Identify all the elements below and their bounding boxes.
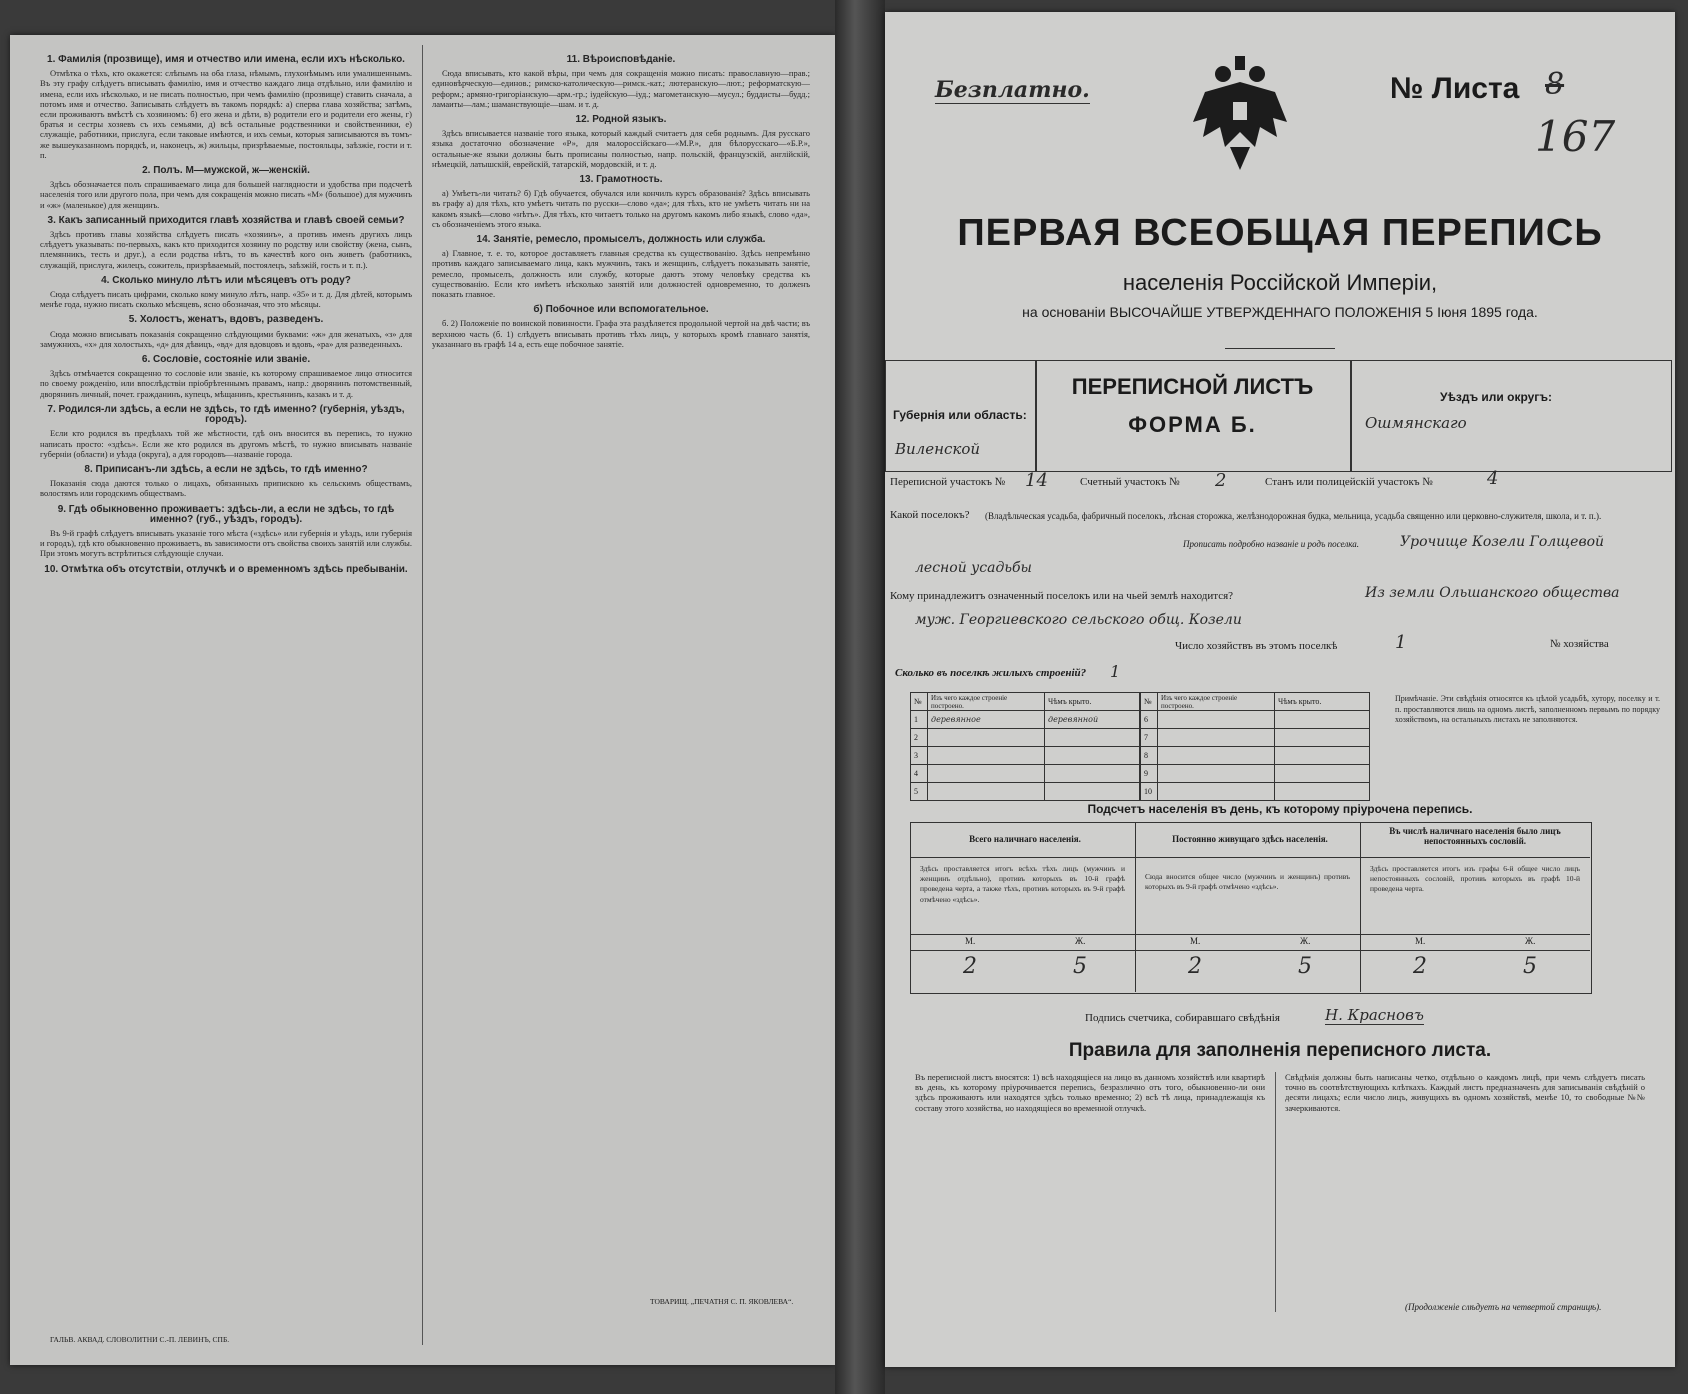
signature-label: Подпись счетчика, собиравшаго свѣдѣнія: [1085, 1012, 1280, 1024]
building-no-cell: 9: [1141, 765, 1158, 783]
instruction-heading: 9. Гдѣ обыкновенно проживаетъ: здѣсь-ли, а если не здѣсь, то гдѣ именно? (губ., уѣздъ, городъ).: [57, 503, 395, 525]
province-value: Виленской: [895, 440, 981, 458]
col-roof-header: Чѣмъ крыто.: [1045, 693, 1140, 711]
settlement-hint: (Владѣльческая усадьба, фабричный поселокъ, лѣсная сторожка, желѣзнодорожная будка, мельница, усадьба священно или церковно-служителя, школа, и т. п.).: [985, 511, 1602, 521]
owner-value-2: муж. Георгиевского сельского общ. Козели: [915, 612, 1242, 628]
signature-value: Н. Красновъ: [1325, 1006, 1424, 1024]
building-row: [1141, 747, 1370, 765]
tally-c2-m-label: М.: [1190, 936, 1201, 946]
building-row: [1141, 711, 1370, 729]
buildings-value: 1: [1110, 662, 1121, 681]
rules-title: Правила для заполненія переписного листа.: [1068, 1040, 1492, 1061]
settlement-value-2: лесной усадьбы: [915, 560, 1032, 576]
building-empty-cell: [1158, 729, 1275, 747]
instructions-column-1: [40, 49, 412, 1319]
building-material-cell: деревянное: [928, 711, 1045, 729]
buildings-table-right: [1140, 692, 1370, 801]
instruction-heading: 7. Родился-ли здѣсь, а если не здѣсь, то гдѣ именно? (губернія, уѣздъ, городъ).: [47, 403, 405, 426]
printer-footer-left: ГАЛЬВ. АКВАД. СЛОВОЛИТНИ С.-П. ЛЕВИНЪ, СПБ.: [50, 1335, 230, 1344]
tally-c2-female: 5: [1298, 954, 1312, 979]
building-empty-cell: [1158, 765, 1275, 783]
tally-c2-f-label: Ж.: [1300, 936, 1311, 946]
census-district-label: Переписной участокъ №: [890, 476, 1006, 488]
census-district-value: 14: [1025, 470, 1048, 491]
building-no-cell: 8: [1141, 747, 1158, 765]
census-subtitle-decree: на основаніи ВЫСОЧАЙШЕ УТВЕРЖДЕННАГО ПОЛОЖЕНІЯ 5 Іюня 1895 года.: [1022, 304, 1538, 320]
building-no-cell: 5: [911, 783, 928, 801]
buildings-label: Сколько въ поселкѣ жилыхъ строеній?: [895, 667, 1087, 679]
settlement-value: Урочище Козели Голщевой: [1400, 534, 1605, 550]
building-material-cell: [928, 783, 1045, 801]
tally-c2-text: Сюда вносится общее число (мужчинъ и женщинъ) противъ которыхъ въ 9-й графѣ отмѣчено «здѣсь».: [1145, 872, 1350, 892]
instruction-text: Здѣсь отмѣчается сокращенно то сословіе или званіе, къ которому спрашиваемое лицо относится по своему рожденію, или впослѣдствіи пріобрѣтеннымъ правамъ, напр.: дворянинъ потомственный, дворянинъ личный, почет. гражданинъ, купецъ, мѣщанинъ, крестьянинъ, казакъ и т. д.: [40, 368, 412, 399]
title-rule: [1225, 348, 1335, 349]
households-value: 1: [1395, 632, 1407, 653]
census-title: ПЕРВАЯ ВСЕОБЩАЯ ПЕРЕПИСЬ: [957, 212, 1603, 254]
household-number-label: № хозяйства: [1550, 638, 1609, 650]
free-label: Безплатно.: [935, 77, 1090, 103]
instruction-text: Если кто родился въ предѣлахъ той же мѣстности, гдѣ онъ вносится въ перепись, то нужно написать просто: «здѣсь». Если же кто родился въ другомъ мѣстѣ, то нужно вписывать названіе губерніи (области) и уѣзда (округа), а для городовъ—названіе города.: [40, 428, 412, 459]
tally-divider: [1135, 822, 1136, 992]
instruction-text: Въ 9-й графѣ слѣдуетъ вписывать указаніе того мѣста («здѣсь» или губернія и уѣздъ, или губернія и городъ), гдѣ кто обыкновенно проживаетъ, въ зависимости отъ свойства своихъ занятій или службы. При этомъ могутъ встрѣтиться слѣдующіе случаи.: [40, 527, 412, 559]
tally-rule: [910, 857, 1590, 858]
tally-c1-male: 2: [963, 954, 977, 979]
tally-rule: [910, 950, 1590, 951]
tally-c3-m-label: М.: [1415, 936, 1426, 946]
sheet-number-label: № Листа: [1390, 72, 1520, 105]
instruction-text: а) Умѣетъ-ли читать? б) Гдѣ обучается, обучался или кончилъ курсъ образованія? Здѣсь вписывать въ графу а) для тѣхъ, кто умѣетъ читать по русски—слово «да»; для тѣхъ, кто не умѣетъ читать ни на какомъ языкѣ—слово «нѣтъ». Для тѣхъ, кто читаетъ только на другомъ какомъ либо языкѣ, слово «да», съ обозначеніемъ этого языка.: [432, 188, 810, 229]
counting-district-value: 2: [1215, 470, 1227, 491]
building-empty-cell: [1158, 747, 1275, 765]
building-row: [1141, 765, 1370, 783]
rules-right-column: Свѣдѣнія должны быть написаны четко, отдѣльно о каждомъ лицѣ, при чемъ слѣдуетъ писать точно въ соотвѣтствующихъ клѣткахъ. Каждый листъ предназначенъ для записыванія свѣдѣній о десяти лицахъ; если число лицъ, живущихъ въ одномъ хозяйствѣ, менѣе 10, то свободные №№ зачеркиваются.: [1285, 1072, 1645, 1113]
building-no-cell: 10: [1141, 783, 1158, 801]
households-label: Число хозяйствъ въ этомъ поселкѣ: [1175, 640, 1338, 652]
building-material-cell: [928, 729, 1045, 747]
instruction-text: Здѣсь вписывается названіе того языка, который каждый считаетъ для себя роднымъ. Для русскаго языка достаточно обозначение «Р», для малороссійскаго—«М.Р.», для бѣлорусскаго—«Б.Р.», остальные-же языки должны быть прописаны полностью, напр. польскій, французскій, англійскій, нѣмецкій, латышскій, еврейскій, татарскій, мордовскій, и т. д.: [432, 128, 810, 169]
building-no-cell: 6: [1141, 711, 1158, 729]
building-roof-cell: [1045, 783, 1140, 801]
sheet-number-value: 8: [1545, 67, 1565, 102]
building-roof-cell: [1045, 729, 1140, 747]
census-subtitle: населенія Россійской Имперіи,: [1122, 270, 1438, 295]
tally-c1-text: Здѣсь проставляется итогъ всѣхъ тѣхъ лицъ (мужчинъ и женщинъ отдѣльно), противъ которыхъ въ 10-й графѣ проведена черта, а также тѣхъ, противъ которыхъ въ 9-й графѣ отмѣчено «здѣсь».: [920, 864, 1125, 904]
building-empty-cell: [1275, 729, 1370, 747]
tally-c2-male: 2: [1188, 954, 1202, 979]
rules-divider: [1275, 1072, 1276, 1312]
instruction-heading: 12. Родной языкъ.: [575, 114, 667, 126]
building-row: [911, 783, 1140, 801]
left-page: [10, 35, 835, 1365]
tally-title: Подсчетъ населенія въ день, къ которому пріурочена перепись.: [1087, 802, 1473, 816]
instruction-text: б. 2) Положеніе по воинской повинности. Графа эта раздѣляется продольной чертой на двѣ части; въ верхнюю часть (б. 1) слѣдуетъ вписывать противъ тѣхъ лицъ, у которыхъ кромѣ главнаго занятія, указаннаго въ графѣ 14 а, есть еще побочное занятіе.: [432, 318, 810, 349]
building-row: [911, 711, 1140, 729]
building-no-cell: 1: [911, 711, 928, 729]
building-empty-cell: [1275, 783, 1370, 801]
building-roof-cell: деревянной: [1045, 711, 1140, 729]
building-row: [1141, 783, 1370, 801]
continuation-note: (Продолженіе слѣдуетъ на четвертой страницѣ).: [1405, 1302, 1602, 1312]
tally-c2-head: Постоянно живущаго здѣсь населенія.: [1172, 834, 1328, 844]
stan-label: Станъ или полицейскій участокъ №: [1265, 476, 1433, 488]
tally-c1-head: Всего наличнаго населенія.: [969, 834, 1081, 844]
col-no-header: №: [1141, 693, 1158, 711]
tally-c1-female: 5: [1073, 954, 1087, 979]
book-gutter: [835, 0, 885, 1394]
instruction-heading: 10. Отмѣтка объ отсутствіи, отлучкѣ и о временномъ здѣсь пребываніи.: [44, 563, 408, 575]
instruction-heading: 5. Холостъ, женатъ, вдовъ, разведенъ.: [128, 314, 324, 326]
col-material-header: Изъ чего каждое строеніе построено.: [928, 693, 1045, 711]
building-row: [911, 747, 1140, 765]
buildings-note: Примѣчаніе. Эти свѣдѣнія относятся къ цѣлой усадьбѣ, хутору, поселку и т. п. проставляются лишь на одномъ листѣ, заполненномъ первымъ по порядку хозяйствомъ, на остальныхъ листахъ не заполняются.: [1395, 694, 1660, 724]
instruction-heading: 14. Занятіе, ремесло, промыселъ, должность или служба.: [476, 234, 766, 246]
counting-district-label: Счетный участокъ №: [1080, 476, 1180, 488]
handwritten-archive-number: 167: [1535, 112, 1616, 161]
district-value: Ошмянскаго: [1365, 414, 1467, 432]
building-no-cell: 2: [911, 729, 928, 747]
instruction-text: Сюда слѣдуетъ писать цифрами, сколько кому минуло лѣтъ, напр. «35» и т. д. Для дѣтей, которымъ менѣе года, нужно писать сколько мѣсяцевъ, ясно обозначая, что это мѣсяцы.: [40, 289, 412, 310]
instruction-text: Показанія сюда даются только о лицахъ, обязанныхъ припискою къ сельскимъ обществамъ, волостямъ или городскимъ обществамъ.: [40, 478, 412, 499]
tally-rule: [910, 934, 1590, 935]
instruction-heading: 8. Приписанъ-ли здѣсь, а если не здѣсь, то гдѣ именно?: [84, 463, 368, 475]
buildings-table-left: [910, 692, 1140, 801]
building-material-cell: [928, 765, 1045, 783]
owner-label: Кому принадлежитъ означенный поселокъ или на чьей землѣ находится?: [890, 590, 1234, 602]
printer-footer-right: ТОВАРИЩ. „ПЕЧАТНЯ С. П. ЯКОВЛЕВА“.: [650, 1297, 794, 1306]
settlement-label: Какой поселокъ?: [890, 509, 970, 521]
instruction-heading: 1. Фамилія (прозвище), имя и отчество или имена, если ихъ нѣсколько.: [47, 54, 405, 65]
imperial-eagle-emblem: [1185, 52, 1295, 172]
tally-c3-female: 5: [1523, 954, 1537, 979]
instruction-heading: б) Побочное или вспомогательное.: [533, 304, 709, 316]
instruction-text: а) Главное, т. е. то, которое доставляетъ главныя средства къ существованію. Здѣсь непремѣнно противъ каждаго записываемаго лица, какъ мужчинъ, такъ и женщинъ, слѣдуетъ показывать занятіе, ремесло, промыселъ, должность или службу, которые даютъ этому человѣку средства къ существованію. Если кто имѣетъ нѣсколько занятій или должностей одновременно, то долженъ показать главное.: [432, 248, 810, 300]
tally-divider: [1360, 822, 1361, 992]
instruction-heading: 3. Какъ записанный приходится главѣ хозяйства и главѣ своей семьи?: [47, 214, 405, 226]
building-empty-cell: [1158, 783, 1275, 801]
tally-c3-text: Здѣсь проставляется итогъ изъ графы 6-й общее число лицъ непостоянныхъ сословій, противъ которыхъ въ графѣ 10-й проведена черта.: [1370, 864, 1580, 894]
instruction-text: Здѣсь обозначается полъ спрашиваемаго лица для большей наглядности и удобства при подсчетѣ населенія того или другого пола, при чемъ для сокращенія можно писать «М» (большое) для мужчинъ и «ж» (маленькое) для женщинъ.: [40, 179, 412, 210]
form-title: ПЕРЕПИСНОЙ ЛИСТЪ: [1071, 374, 1314, 399]
building-row: [1141, 729, 1370, 747]
rules-left-column: Въ переписной листъ вносятся: 1) всѣ находящіеся на лицо въ данномъ хозяйствѣ или квартирѣ въ день, къ которому пріурочивается перепись, безразлично отъ того, обыкновенно-ли они здѣсь проживаютъ или находятся здѣсь только временно; 2) всѣ тѣ лица, принадлежащія къ составу этого хозяйства, но находящіеся во временной отлучкѣ.: [915, 1072, 1265, 1113]
building-roof-cell: [1045, 747, 1140, 765]
column-divider: [422, 45, 423, 1345]
tally-table: [910, 822, 1592, 994]
building-empty-cell: [1275, 747, 1370, 765]
col-no-header: №: [911, 693, 928, 711]
building-roof-cell: [1045, 765, 1140, 783]
building-empty-cell: [1275, 765, 1370, 783]
province-label: Губернія или область:: [893, 408, 1027, 422]
building-no-cell: 3: [911, 747, 928, 765]
instruction-heading: 2. Полъ. М—мужской, ж—женскій.: [142, 165, 310, 177]
building-material-cell: [928, 747, 1045, 765]
instruction-heading: 13. Грамотность.: [579, 174, 663, 186]
owner-value: Из земли Ольшанского общества: [1365, 585, 1620, 601]
tally-c3-male: 2: [1413, 954, 1427, 979]
building-no-cell: 4: [911, 765, 928, 783]
instruction-text: Сюда вписывать, кто какой вѣры, при чемъ для сокращенія можно писать: православную—прав.; единовѣрческую—единов.; римско-католическую—римск.-кат.; лютеранскую—лют.; реформатскую—реформ.; армяно-григоріанскую—арм.-гр.; іудейскую—іуд.; магометанскую—мусул.; буддисты—будд.; ламаиты—лам.; шаманствующіе—шам. и т. д.: [432, 68, 810, 109]
col-material-header: Изъ чего каждое строеніе построено.: [1158, 693, 1275, 711]
building-row: [911, 729, 1140, 747]
building-empty-cell: [1275, 711, 1370, 729]
tally-c3-f-label: Ж.: [1525, 936, 1536, 946]
building-no-cell: 7: [1141, 729, 1158, 747]
district-label: Уѣздъ или округъ:: [1440, 390, 1553, 404]
tally-c1-f-label: Ж.: [1075, 936, 1086, 946]
building-empty-cell: [1158, 711, 1275, 729]
right-page: [885, 12, 1675, 1367]
stan-value: 4: [1487, 468, 1499, 489]
form-subtitle: ФОРМА Б.: [1128, 412, 1257, 437]
col-roof-header: Чѣмъ крыто.: [1275, 693, 1370, 711]
building-row: [911, 765, 1140, 783]
instruction-text: Отмѣтка о тѣхъ, кто окажется: слѣпымъ на оба глаза, нѣмымъ, глухонѣмымъ или умалишеннымъ. Въ эту графу слѣдуетъ вписывать фамилію, имя и отчество каждаго лица отдѣльно, или фамилію и имена, если ихъ нѣсколько, и не писать полностью, при чемъ фамилію (прозвище) ставить сначала, а потомъ имя и отчество. Записывать слѣдуетъ въ такомъ порядкѣ: а) сперва глава хозяйства; затѣмъ, если проживаютъ вмѣстѣ съ хозяиномъ: б) его жена и дѣти, в) родители его и родители его жены, г) братья и сестры хозяевъ съ ихъ семьями, д) всѣ остальные родственники и свойственники, е) служащіе, работники, прислуга, если таковые имѣются, и ихъ семьи, которыя записываются въ томъ-же вышеуказанномъ порядкѣ, и, наконецъ, ж) жильцы, призрѣваемые, постояльцы, заѣзжіе, гости и т. п.: [40, 68, 412, 160]
instruction-heading: 11. Вѣроисповѣданіе.: [566, 54, 676, 65]
instruction-heading: 4. Сколько минуло лѣтъ или мѣсяцевъ отъ роду?: [101, 274, 351, 286]
tally-c1-m-label: М.: [965, 936, 976, 946]
instruction-text: Сюда можно вписывать показанія сокращенно слѣдующими буквами: «ж» для женатыхъ, «з» для замужнихъ, «х» для холостыхъ, «д» для дѣвицъ, «вд» для вдовцовъ и вдовъ, «ра» для разведенныхъ.: [40, 328, 412, 349]
settlement-hint-2: Прописать подробно названіе и родъ поселка.: [1183, 539, 1359, 549]
tally-c3-head: Въ числѣ наличнаго населенія было лицъ непостоянныхъ сословій.: [1389, 826, 1561, 846]
instruction-text: Здѣсь противъ главы хозяйства слѣдуетъ писать «хозяинъ», а противъ именъ другихъ лицъ слѣдуетъ указывать: по-первыхъ, какъ кто приходится хозяину по родству или свойству (жена, сынъ, племянникъ, тесть и друг.), а если родства нѣтъ, то въ качествѣ кого онъ живетъ (работникъ, служащій, прислуга, жилецъ, сожитель, призрѣваемый, постоялецъ, заѣзжій, гость и т. п.).: [40, 229, 412, 270]
instructions-column-2: [432, 49, 810, 1319]
instruction-heading: 6. Сословіе, состояніе или званіе.: [141, 354, 311, 366]
